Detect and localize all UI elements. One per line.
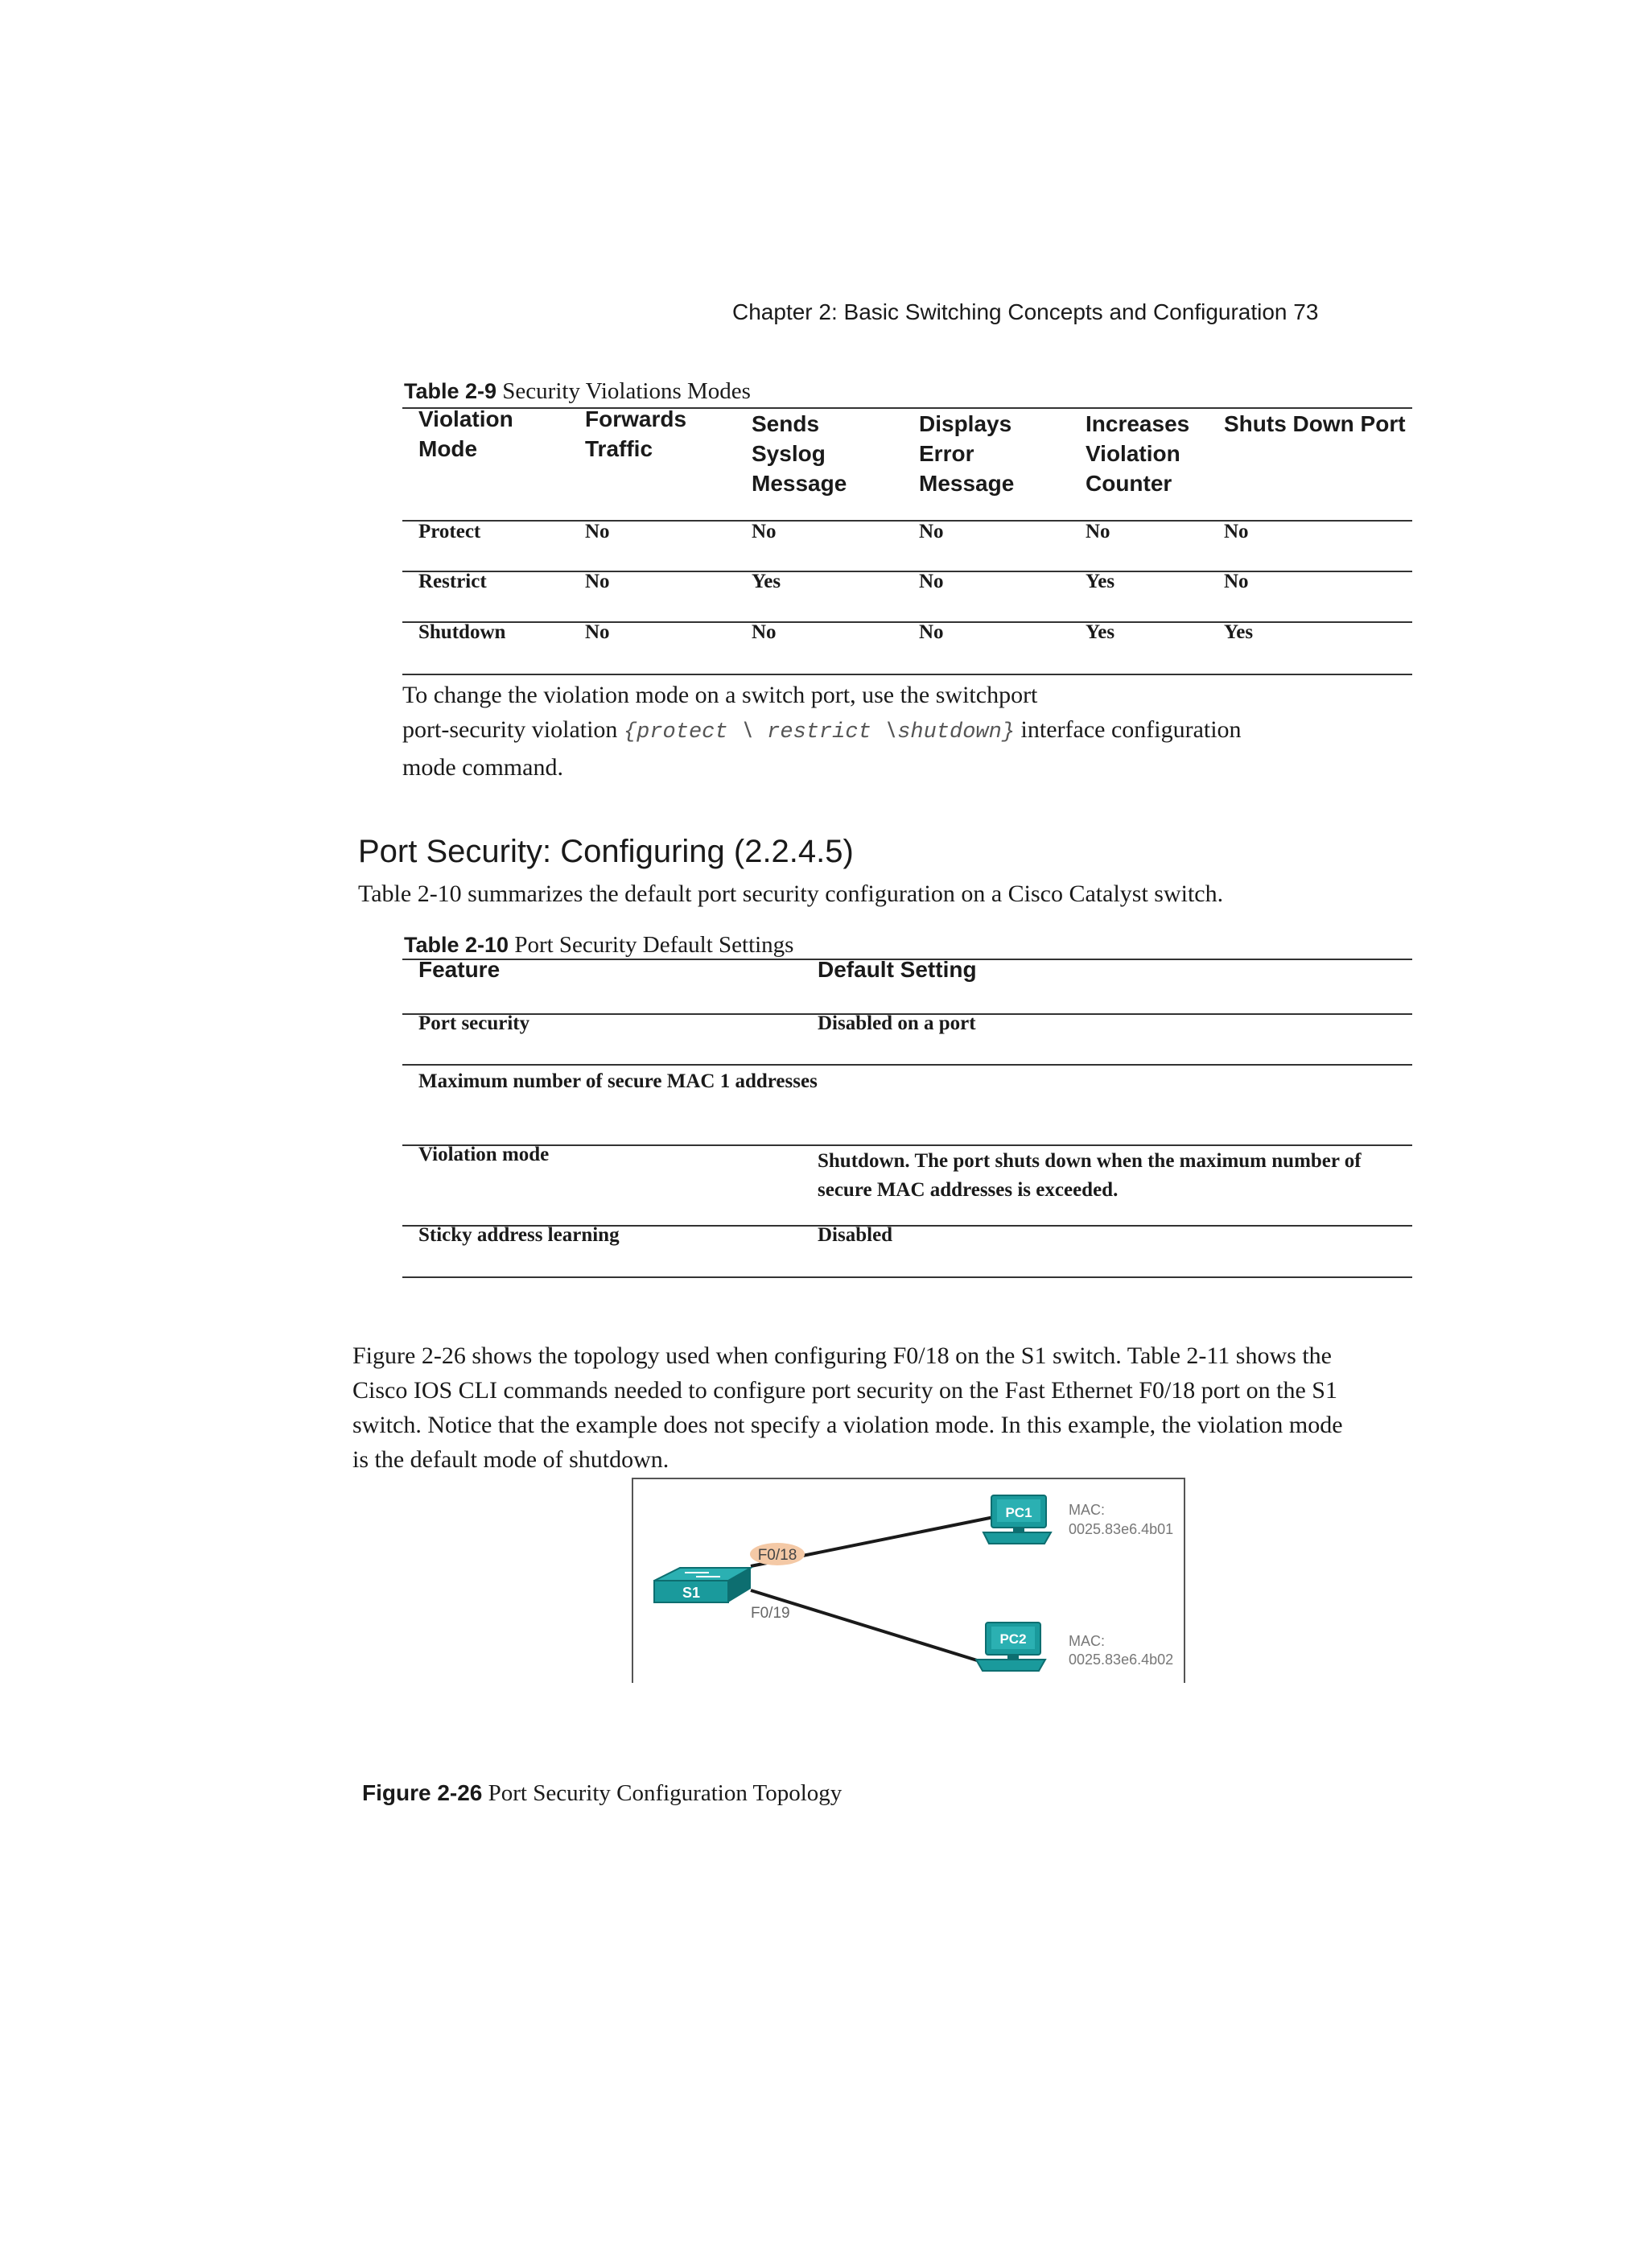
switch-s1-icon — [654, 1568, 751, 1602]
table-2-10-setting-cell: Disabled — [818, 1224, 893, 1246]
topology-paragraph: Figure 2-26 shows the topology used when configuring F0/18 on the S1 switch. Table 2-11 shows the Cisco IOS CLI commands needed to configure port security on the Fast Ethernet F0/18 port on the S1 switch. Notice that the example does not specify a violation mode. In this example, the violation mode is the default mode of shutdown. — [352, 1342, 1343, 1473]
figure-caption — [362, 1780, 842, 1807]
table-2-9-cell: No — [585, 521, 610, 542]
port-f018-label: F0/18 — [757, 1547, 797, 1564]
table-2-9-cell: Yes — [752, 571, 781, 592]
table-2-9-header-violation-mode: Violation Mode — [418, 406, 513, 461]
table-2-9-cell: Protect — [418, 521, 481, 542]
pc2-label: PC2 — [999, 1631, 1027, 1647]
table-2-9-cell: Restrict — [418, 571, 487, 592]
table-2-10-bottom-rule — [402, 1276, 1412, 1278]
table-2-9-row-rule — [402, 621, 1412, 623]
topology-diagram — [632, 1478, 1185, 1683]
table-2-9-caption — [404, 378, 751, 405]
section-heading: Port Security: Configuring (2.2.4.5) — [358, 834, 854, 869]
table-2-9-bottom-rule — [402, 674, 1412, 675]
table-2-10-feature-cell: Maximum number of secure MAC 1 addresses — [418, 1070, 818, 1092]
table-2-9-cell: No — [585, 621, 610, 643]
port-f019-label: F0/19 — [751, 1605, 790, 1622]
table-2-10-feature-cell: Violation mode — [418, 1144, 550, 1165]
table-2-10-header-feature: Feature — [418, 957, 501, 982]
table-2-9-header-forwards-traffic: Forwards Traffic — [585, 406, 687, 461]
table-2-9-cell: No — [585, 571, 610, 592]
table-2-10-setting-cell: Disabled on a port — [818, 1012, 976, 1034]
figure-caption-title: Port Security Configuration Topology — [488, 1780, 843, 1806]
pc1-label: PC1 — [1005, 1505, 1032, 1520]
pc2-mac-label: MAC: — [1069, 1633, 1105, 1649]
switch-s1-label: S1 — [682, 1585, 701, 1601]
table-2-9-cell: No — [1224, 521, 1249, 542]
table-2-9-cell: Yes — [1086, 621, 1115, 643]
table-2-9-cell: No — [919, 571, 944, 592]
pc2-mac-address: 0025.83e6.4b02 — [1069, 1652, 1174, 1668]
table-2-9-cell: Yes — [1086, 571, 1115, 592]
table-2-10-label: Table 2-10 — [404, 933, 509, 957]
table-2-9-header-shuts-down-port: Shuts Down Port — [1224, 411, 1406, 436]
table-2-9-label: Table 2-9 — [404, 379, 497, 403]
table-2-10-title: Port Security Default Settings — [514, 932, 794, 958]
table-2-9-header-increases-counter: Increases Violation Counter — [1086, 411, 1190, 496]
table-2-9-cell: Shutdown — [418, 621, 506, 643]
table-2-9-row-rule — [402, 571, 1412, 572]
topology-figure — [632, 1478, 1185, 1683]
table-2-9-cell: No — [919, 621, 944, 643]
table-2-9-header-displays-error: Displays Error Message — [919, 411, 1015, 496]
table-2-10-feature-cell: Sticky address learning — [418, 1224, 620, 1246]
pc1-mac-address: 0025.83e6.4b01 — [1069, 1521, 1174, 1537]
violation-command: {protect \ restrict \shutdown} — [623, 720, 1016, 744]
table-2-9-cell: Yes — [1224, 621, 1254, 643]
table-2-10-row-rule — [402, 1064, 1412, 1066]
table-2-9-cell: No — [1086, 521, 1110, 542]
table-2-10-setting-cell: Shutdown. The port shuts down when the maximum number of secure MAC addresses is exceeded. — [818, 1150, 1362, 1201]
table-2-9-cell: No — [1224, 571, 1249, 592]
running-header: Chapter 2: Basic Switching Concepts and Configuration 73 — [732, 299, 1319, 324]
pc2-icon — [976, 1623, 1045, 1671]
pc1-mac-label: MAC: — [1069, 1502, 1105, 1518]
table-2-9-cell: No — [919, 521, 944, 542]
table-2-10-feature-cell: Port security — [418, 1012, 530, 1034]
table-2-10-header-default-setting: Default Setting — [818, 957, 977, 982]
table-2-10-intro: Table 2-10 summarizes the default port security configuration on a Cisco Catalyst switch. — [358, 880, 1224, 907]
table-2-9-cell: No — [752, 521, 777, 542]
link-s1-pc2 — [751, 1590, 998, 1667]
table-2-10-row-rule — [402, 1144, 1412, 1146]
table-2-9-header-sends-syslog: Sends Syslog Message — [752, 411, 847, 496]
table-2-9-cell: No — [752, 621, 777, 643]
violation-mode-paragraph: To change the violation mode on a switch port, use the switchport port-security violation {protect \ restrict \shutdown} interface configuration mode command. — [402, 682, 1242, 781]
figure-caption-label: Figure 2-26 — [362, 1780, 483, 1805]
table-2-9-header-rule — [402, 520, 1412, 522]
table-2-9-title: Security Violations Modes — [502, 378, 751, 404]
